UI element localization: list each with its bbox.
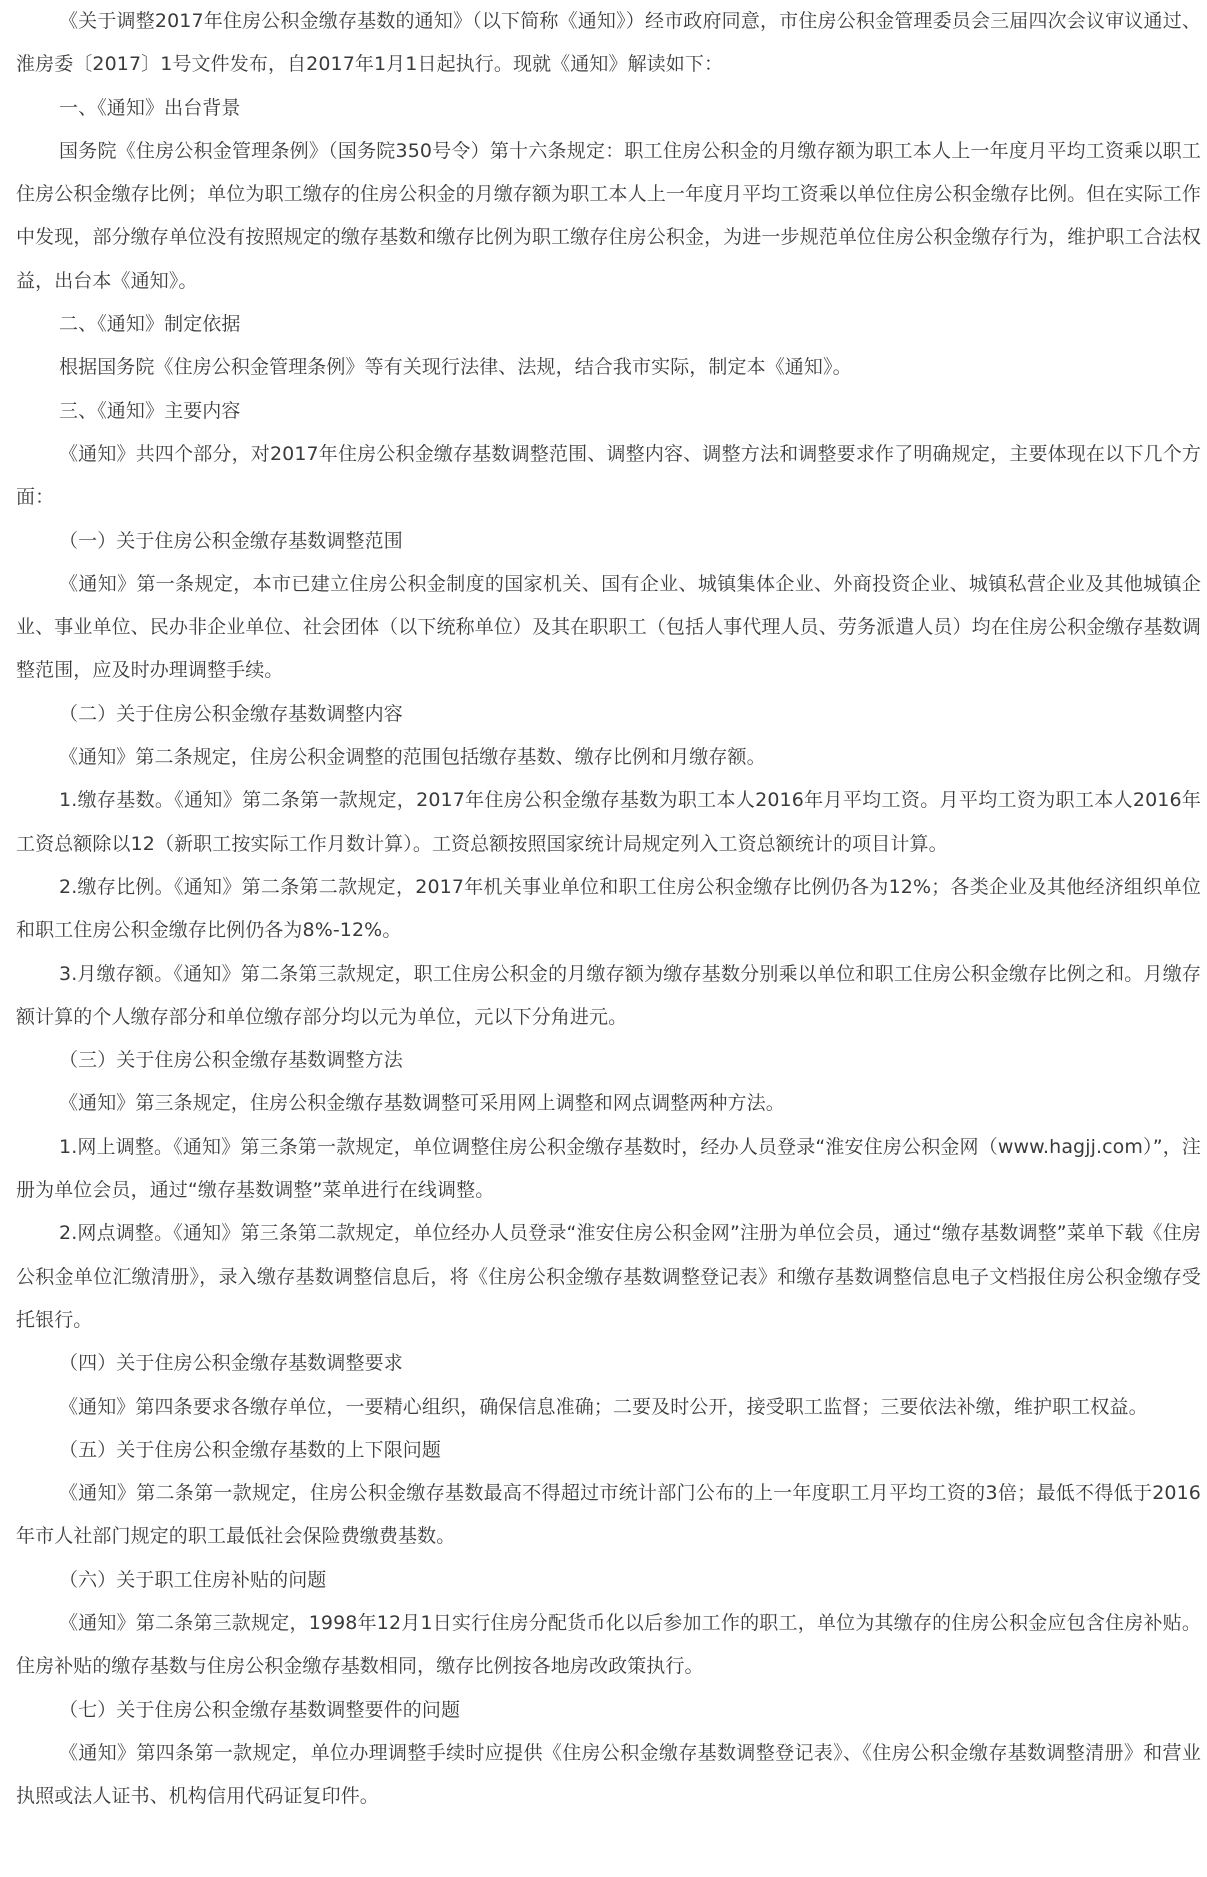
paragraph-limits: 《通知》第二条第一款规定，住房公积金缴存基数最高不得超过市统计部门公布的上一年度职工月平均工资的3倍；最低不得低于2016年市人社部门规定的职工最低社会保险费缴费基数。 <box>16 1482 1201 1548</box>
paragraph-housing-subsidy: 《通知》第二条第三款规定，1998年12月1日实行住房分配货币化以后参加工作的职工，单位为其缴存的住房公积金应包含住房补贴。住房补贴的缴存基数与住房公积金缴存基数相同，缴存比例按各地房改政策执行。 <box>16 1611 1201 1678</box>
paragraph-intro: 《关于调整2017年住房公积金缴存基数的通知》（以下简称《通知》）经市政府同意，市住房公积金管理委员会三届四次会议审议通过、淮房委〔2017〕1号文件发布，自2017年1月1日起执行。现就《通知》解读如下： <box>16 10 1201 76</box>
paragraph-online-adjust: 1.网上调整。《通知》第三条第一款规定，单位调整住房公积金缴存基数时，经办人员登录“淮安住房公积金网（www.hagjj.com）”，注册为单位会员，通过“缴存基数调整”菜单进行在线调整。 <box>16 1135 1201 1202</box>
paragraph-scope: 《通知》第一条规定，本市已建立住房公积金制度的国家机关、国有企业、城镇集体企业、外商投资企业、城镇私营企业及其他城镇企业、事业单位、民办非企业单位、社会团体（以下统称单位）及其在职职工（包括人事代理人员、劳务派遣人员）均在住房公积金缴存基数调整范围，应及时办理调整手续。 <box>16 572 1201 682</box>
section-heading-content: 三、《通知》主要内容 <box>59 399 241 422</box>
paragraph-method: 《通知》第三条规定，住房公积金缴存基数调整可采用网上调整和网点调整两种方法。 <box>59 1092 785 1115</box>
paragraph-documents: 《通知》第四条第一款规定，单位办理调整手续时应提供《住房公积金缴存基数调整登记表》、《住房公积金缴存基数调整清册》和营业执照或法人证书、机构信用代码证复印件。 <box>16 1741 1201 1808</box>
paragraph-adjust-content: 《通知》第二条规定，住房公积金调整的范围包括缴存基数、缴存比例和月缴存额。 <box>59 746 766 769</box>
subheading-documents: （七）关于住房公积金缴存基数调整要件的问题 <box>59 1698 461 1721</box>
subheading-method: （三）关于住房公积金缴存基数调整方法 <box>59 1049 403 1072</box>
subheading-limits: （五）关于住房公积金缴存基数的上下限问题 <box>59 1438 442 1461</box>
section-heading-basis: 二、《通知》制定依据 <box>59 313 241 336</box>
paragraph-content-overview: 《通知》共四个部分，对2017年住房公积金缴存基数调整范围、调整内容、调整方法和调整要求作了明确规定，主要体现在以下几个方面： <box>16 442 1201 509</box>
paragraph-monthly-amount: 3.月缴存额。《通知》第二条第三款规定，职工住房公积金的月缴存额为缴存基数分别乘以单位和职工住房公积金缴存比例之和。月缴存额计算的个人缴存部分和单位缴存部分均以元为单位，元以下分角进元。 <box>16 962 1201 1028</box>
subheading-adjust-content: （二）关于住房公积金缴存基数调整内容 <box>59 702 403 725</box>
paragraph-base-amount: 1.缴存基数。《通知》第二条第一款规定，2017年住房公积金缴存基数为职工本人2016年月平均工资。月平均工资为职工本人2016年工资总额除以12（新职工按实际工作月数计算）。工资总额按照国家统计局规定列入工资总额统计的项目计算。 <box>16 789 1201 855</box>
subheading-requirements: （四）关于住房公积金缴存基数调整要求 <box>59 1352 403 1375</box>
subheading-housing-subsidy: （六）关于职工住房补贴的问题 <box>59 1568 327 1591</box>
paragraph-requirements: 《通知》第四条要求各缴存单位，一要精心组织，确保信息准确；二要及时公开，接受职工监督；三要依法补缴，维护职工权益。 <box>59 1395 1148 1418</box>
paragraph-basis: 根据国务院《住房公积金管理条例》等有关现行法律、法规，结合我市实际，制定本《通知》。 <box>59 356 852 379</box>
subheading-scope: （一）关于住房公积金缴存基数调整范围 <box>59 529 403 552</box>
paragraph-background: 国务院《住房公积金管理条例》（国务院350号令）第十六条规定：职工住房公积金的月缴存额为职工本人上一年度月平均工资乘以职工住房公积金缴存比例；单位为职工缴存的住房公积金的月缴存额为职工本人上一年度月平均工资乘以单位住房公积金缴存比例。但在实际工作中发现，部分缴存单位没有按照规定的缴存基数和缴存比例为职工缴存住房公积金，为进一步规范单位住房公积金缴存行为，维护职工合法权益，出台本《通知》。 <box>16 139 1201 292</box>
paragraph-ratio: 2.缴存比例。《通知》第二条第二款规定，2017年机关事业单位和职工住房公积金缴存比例仍各为12%；各类企业及其他经济组织单位和职工住房公积金缴存比例仍各为8%-12%。 <box>16 875 1201 942</box>
paragraph-branch-adjust: 2.网点调整。《通知》第三条第二款规定，单位经办人员登录“淮安住房公积金网”注册为单位会员，通过“缴存基数调整”菜单下载《住房公积金单位汇缴清册》，录入缴存基数调整信息后，将《住房公积金缴存基数调整登记表》和缴存基数调整信息电子文档报住房公积金缴存受托银行。 <box>16 1222 1201 1331</box>
section-heading-background: 一、《通知》出台背景 <box>59 96 241 119</box>
